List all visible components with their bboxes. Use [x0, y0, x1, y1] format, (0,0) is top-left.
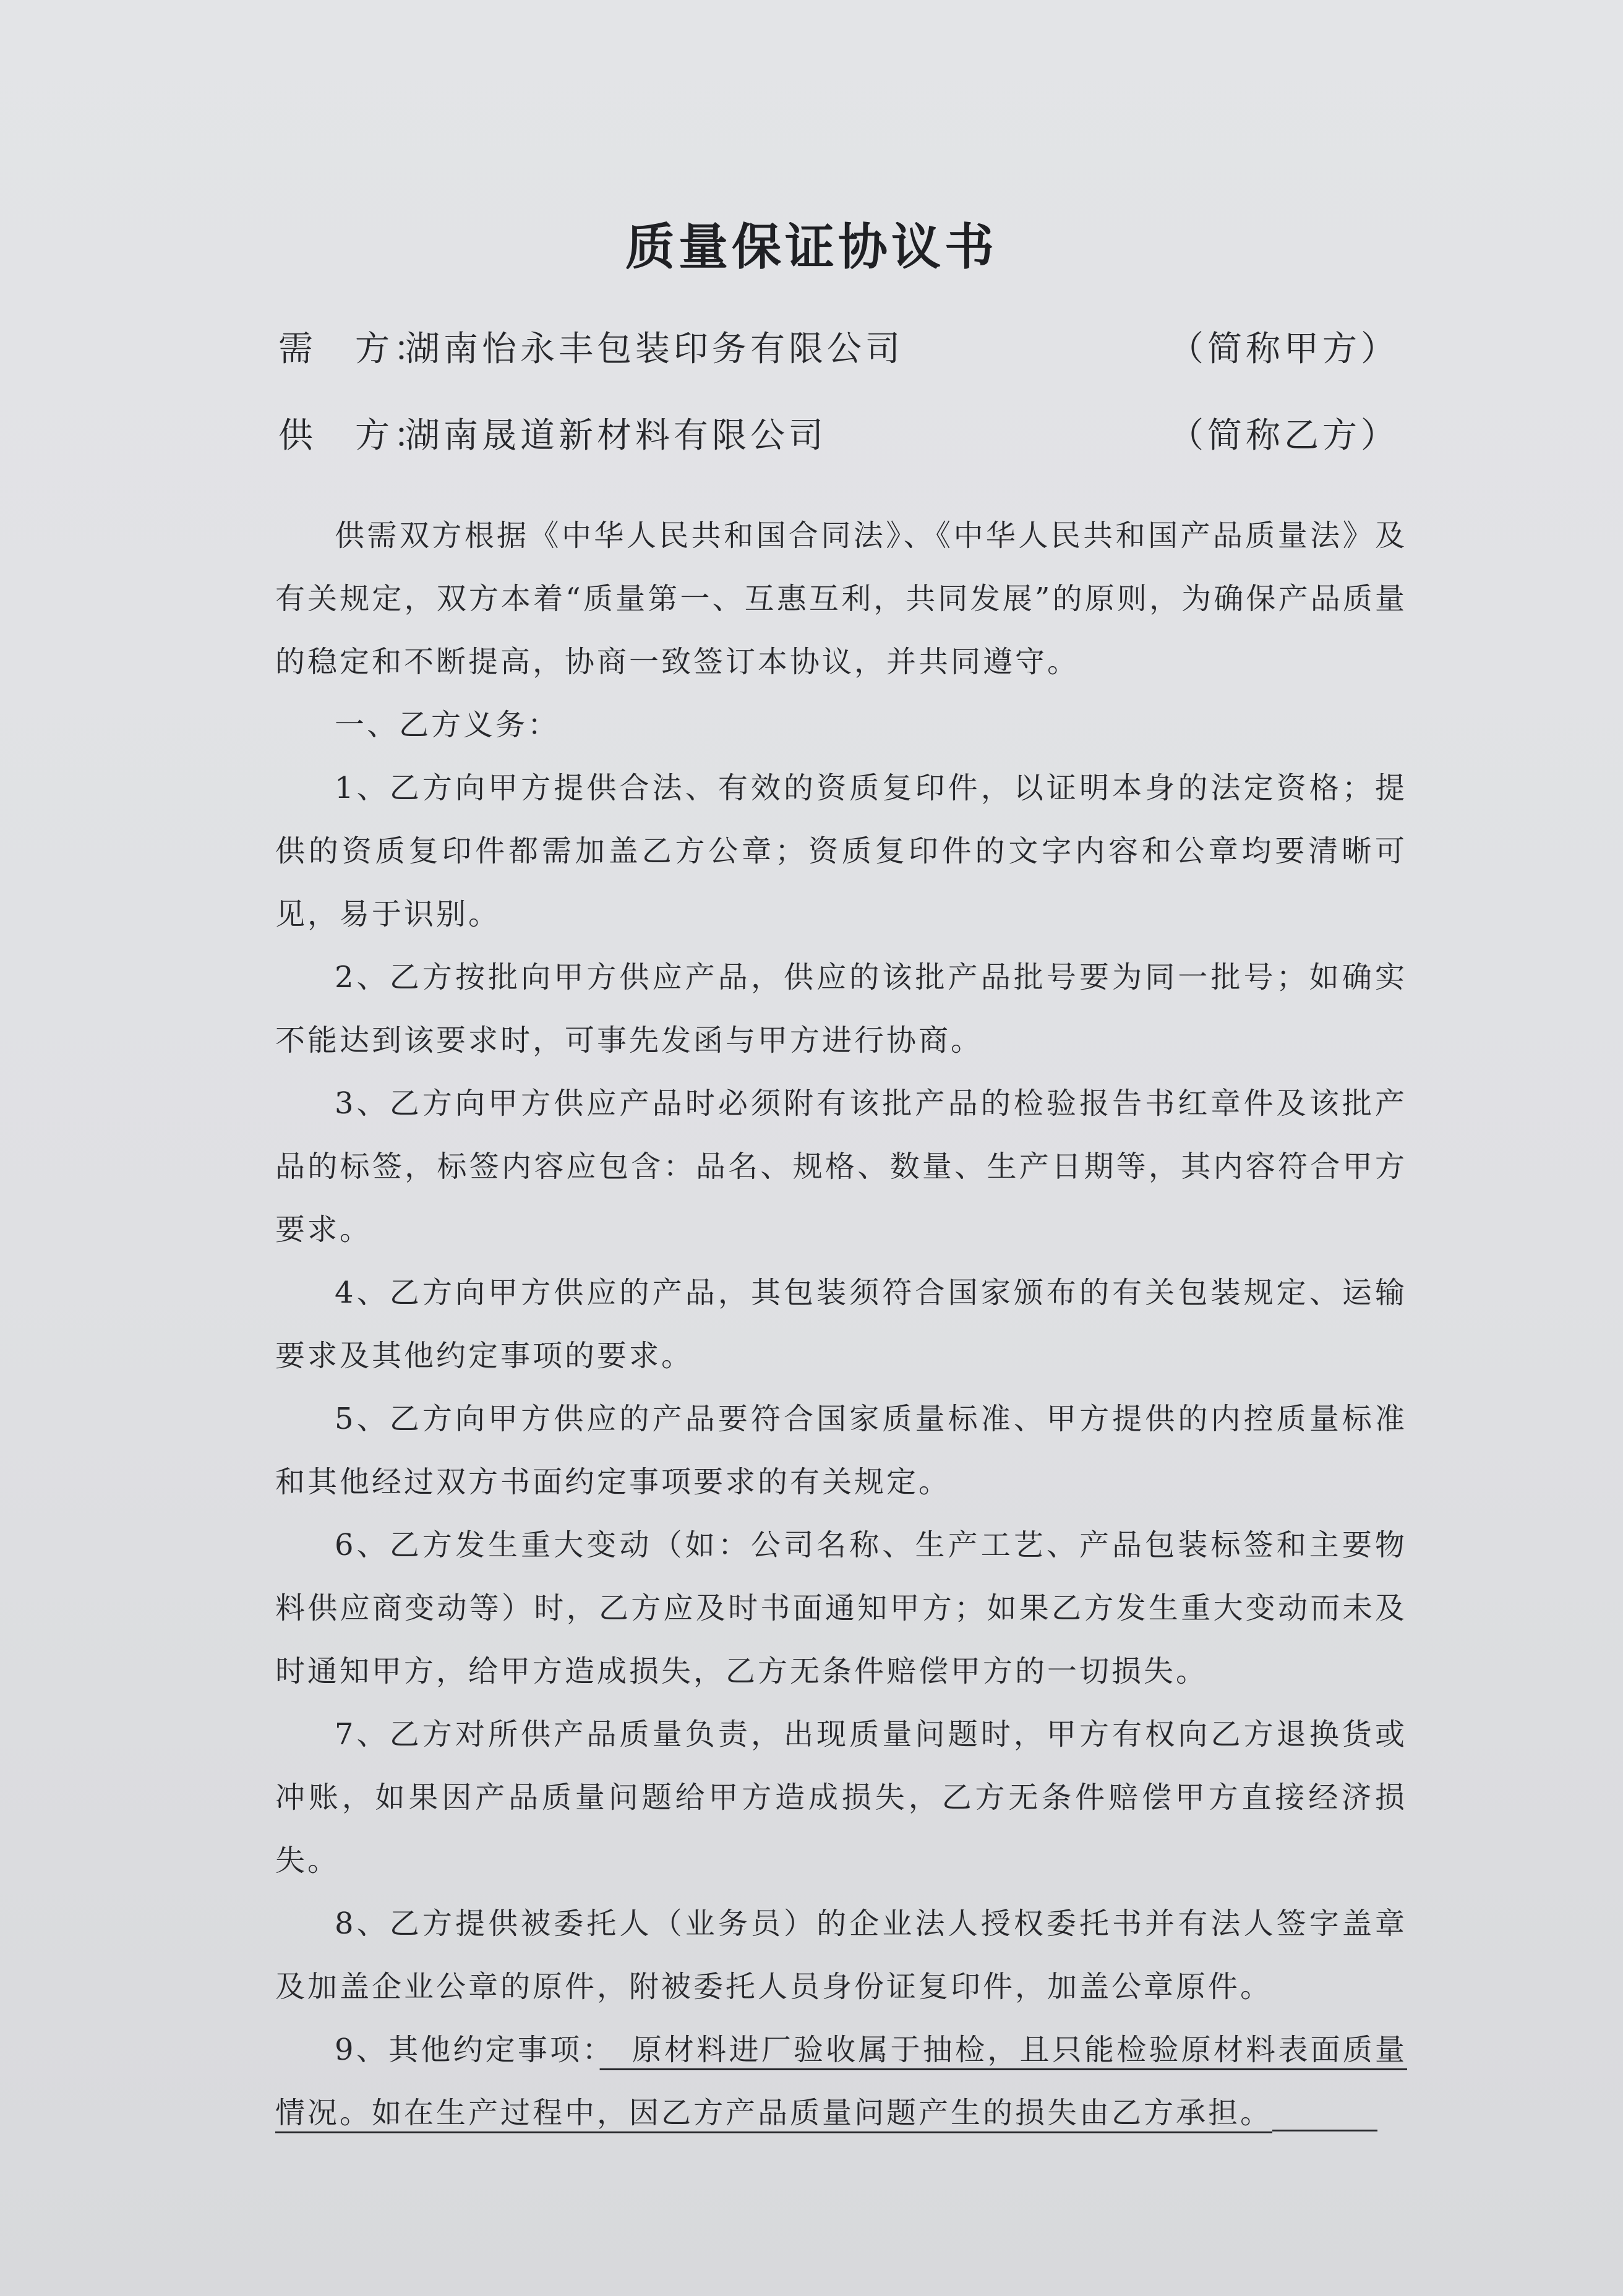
clause-5: 5、乙方向甲方供应的产品要符合国家质量标准、甲方提供的内控质量标准和其他经过双方书面约定事项要求的有关规定。 [275, 1402, 1407, 1499]
supplier-abbreviation: （简称乙方） [1169, 416, 1399, 456]
buyer-name: 湖南怡永丰包装印务有限公司 [405, 329, 904, 369]
preamble-paragraph: 供需双方根据《中华人民共和国合同法》、《中华人民共和国产品质量法》及有关规定，双方本着“质量第一、互惠互利，共同发展”的原则，为确保产品质量的稳定和不断提高，协商一致签订本协议，并共同遵守。 [275, 518, 1407, 679]
clause-6: 6、乙方发生重大变动（如：公司名称、生产工艺、产品包装标签和主要物料供应商变动等）时，乙方应及时书面通知甲方；如果乙方发生重大变动而未及时通知甲方，给甲方造成损失，乙方无条件赔偿甲方的一切损失。 [275, 1528, 1407, 1689]
buyer-line [278, 322, 1399, 371]
buyer-abbreviation: （简称甲方） [1169, 329, 1399, 369]
document-title: 质量保证协议书 [625, 218, 998, 276]
section-heading: 一、乙方义务： [335, 708, 560, 742]
clause-7: 7、乙方对所供产品质量负责，出现质量问题时，甲方有权向乙方退换货或冲账，如果因产品质量问题给甲方造成损失，乙方无条件赔偿甲方直接经济损失。 [275, 1717, 1407, 1878]
clause-1: 1、乙方向甲方提供合法、有效的资质复印件，以证明本身的法定资格；提供的资质复印件都需加盖乙方公章；资质复印件的文字内容和公章均要清晰可见，易于识别。 [275, 771, 1407, 932]
clause-4: 4、乙方向甲方供应的产品，其包装须符合国家颁布的有关包装规定、运输要求及其他约定事项的要求。 [275, 1275, 1407, 1373]
supplier-line [278, 408, 1399, 458]
clause-9 [275, 2018, 1407, 2144]
agreement-body [275, 504, 1407, 2144]
supplier-name: 湖南晟道新材料有限公司 [405, 416, 827, 456]
buyer-label: 需 方： [278, 329, 432, 369]
clause-9-label: 9、其他约定事项： [335, 2033, 600, 2067]
supplier-label: 供 方： [278, 416, 432, 456]
clause-9-blank-line [1272, 2129, 1377, 2131]
clause-9-filled-text: 原材料进厂验收属于抽检，且只能检验原材料表面质量情况。如在生产过程中，因乙方产品质量问题产生的损失由乙方承担。 [275, 2033, 1407, 2130]
clause-2: 2、乙方按批向甲方供应产品，供应的该批产品批号要为同一批号；如确实不能达到该要求时，可事先发函与甲方进行协商。 [275, 960, 1407, 1058]
clause-3: 3、乙方向甲方供应产品时必须附有该批产品的检验报告书红章件及该批产品的标签，标签内容应包含：品名、规格、数量、生产日期等，其内容符合甲方要求。 [275, 1086, 1407, 1247]
clause-8: 8、乙方提供被委托人（业务员）的企业法人授权委托书并有法人签字盖章及加盖企业公章的原件，附被委托人员身份证复印件，加盖公章原件。 [275, 1906, 1407, 2004]
